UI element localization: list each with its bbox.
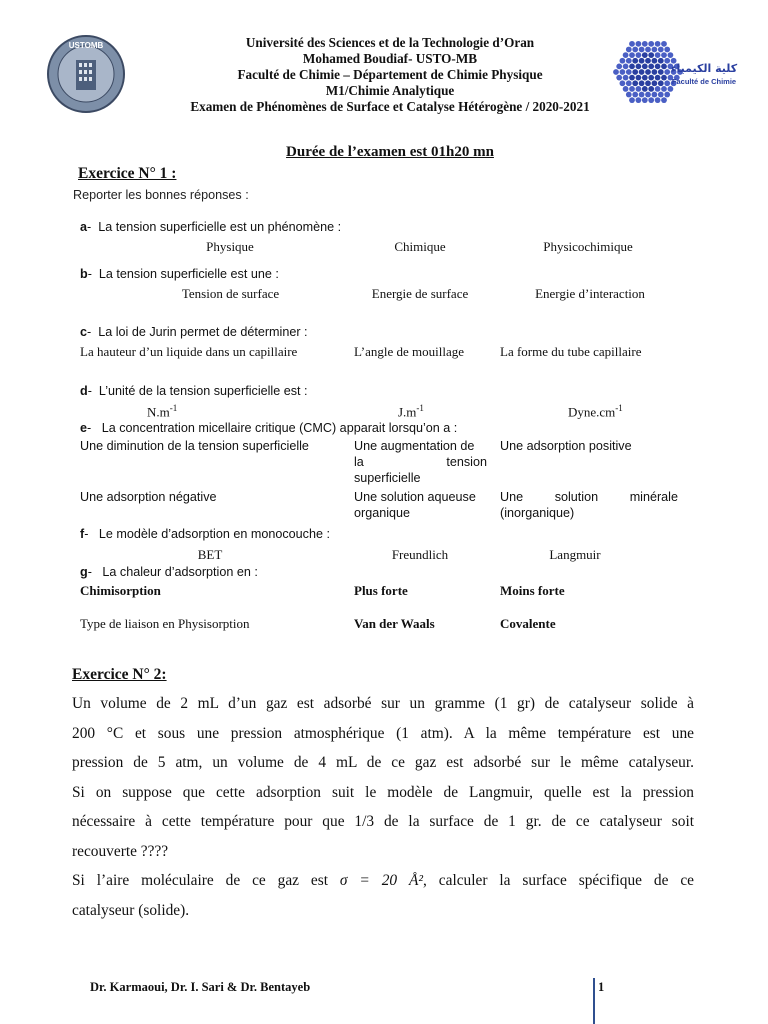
exercise-2-body [72, 689, 694, 925]
logo-sphere [652, 58, 658, 64]
exercise-2-line: catalyseur (solide). [72, 901, 190, 919]
exercise-2-line: Si on suppose que cette adsorption suit le modèle de Langmuir, quelle est la pression [72, 783, 694, 801]
exercise-2-title: Exercice N° 2: [72, 666, 167, 683]
logo-sphere [632, 92, 638, 98]
option-b-1: Tension de surface [181, 286, 280, 301]
logo-sphere [636, 63, 642, 69]
question-b-letter: b [80, 267, 88, 281]
logo-sphere [645, 80, 651, 86]
question-f-text: Le modèle d’adsorption en monocouche : [98, 527, 330, 541]
logo-sphere [661, 86, 667, 92]
logo-sphere [632, 58, 638, 64]
logo-sphere [645, 58, 651, 64]
option-d-2 [398, 400, 424, 420]
logo-sphere [648, 52, 654, 58]
logo-sphere [668, 52, 674, 58]
logo-sphere [655, 75, 661, 81]
logo-sphere [658, 58, 664, 64]
question-f: f- Le modèle d’adsorption en monocouche : [80, 527, 330, 541]
logo-sphere [636, 41, 642, 47]
option-d-3-base: Dyne.cm [568, 404, 616, 420]
question-c: c- La loi de Jurin permet de déterminer : [80, 325, 308, 339]
header-university: Université des Sciences et de la Technologie d’Oran [245, 35, 535, 50]
logo-sphere [632, 80, 638, 86]
question-b-text: La tension superficielle est une : [98, 267, 279, 281]
option-e-6 [500, 489, 678, 521]
logo-sphere [661, 97, 667, 103]
logo-sphere [661, 52, 667, 58]
logo-sphere [664, 92, 670, 98]
option-e-2-line-3: superficielle [354, 471, 421, 485]
option-a-3: Physicochimique [543, 239, 633, 254]
question-g-text: La chaleur d’adsorption en : [102, 565, 258, 579]
logo-sphere [652, 47, 658, 53]
logo-sphere [639, 58, 645, 64]
exercise-2-line: 200 °C et sous une pression atmosphérique (1 atm). A la même température est une [72, 724, 694, 742]
logo-sphere [639, 92, 645, 98]
header-block [150, 35, 630, 115]
option-d-3 [568, 400, 623, 420]
option-g-5: Van der Waals [354, 616, 435, 631]
exercise-2-line: nécessaire à cette température pour que 1/3 de la surface de 1 gr. de ce catalyseur soit [72, 813, 694, 830]
question-g-letter: g [80, 565, 88, 579]
option-d-1-base: N.m [147, 404, 170, 420]
option-e-6-line-2: (inorganique) [500, 506, 575, 520]
logo-sphere [664, 80, 670, 86]
option-e-6-word-1: Une [500, 490, 524, 504]
logo-sphere [642, 63, 648, 69]
exercise-2-line-7 [72, 866, 694, 896]
option-a-1: Physique [206, 239, 254, 254]
question-a-letter: a [80, 220, 88, 234]
logo-sphere [648, 86, 654, 92]
logo-sphere [655, 63, 661, 69]
logo-sphere [648, 97, 654, 103]
option-g-3: Moins forte [500, 583, 565, 598]
question-c-letter: c [80, 325, 88, 339]
header-program: M1/Chimie Analytique [325, 83, 455, 98]
option-c-1: La hauteur d’un liquide dans un capillaire [80, 344, 298, 359]
logo-sphere [642, 86, 648, 92]
logo-sphere [645, 92, 651, 98]
logo-sphere [655, 52, 661, 58]
logo-sphere [648, 41, 654, 47]
logo-sphere [661, 63, 667, 69]
question-f-letter: f [80, 527, 85, 541]
option-f-1: BET [197, 547, 223, 562]
option-e-1: Une diminution de la tension superficielle [80, 439, 309, 453]
question-c-text: La loi de Jurin permet de déterminer : [98, 325, 308, 339]
option-e-6-word-2: solution [554, 490, 599, 504]
logo-sphere [642, 75, 648, 81]
logo-sphere [648, 75, 654, 81]
option-b-2: Energie de surface [371, 286, 469, 301]
logo-arabic-text: كلية الكيمياء [670, 62, 738, 75]
option-e-2-word-la: la [354, 455, 364, 469]
logo-sphere [648, 63, 654, 69]
option-e-6-line-1 [500, 489, 678, 505]
logo-sphere [655, 41, 661, 47]
option-d-1-exp: -1 [169, 403, 178, 413]
exercise-2-line-7-pre: Si l’aire moléculaire de ce gaz est [72, 872, 340, 889]
option-a-2: Chimique [394, 239, 446, 254]
option-g-2: Plus forte [354, 583, 408, 598]
option-d-1 [147, 400, 177, 420]
logo-sphere [664, 69, 670, 75]
logo-sphere [661, 41, 667, 47]
option-e-2-line-1: Une augmentation de [354, 439, 475, 453]
option-e-5-line-1: Une solution aqueuse [354, 490, 476, 504]
question-a-text: La tension superficielle est un phénomène : [98, 220, 342, 234]
exercise-1-intro: Reporter les bonnes réponses : [73, 188, 249, 202]
logo-sphere [658, 69, 664, 75]
option-f-2: Freundlich [391, 547, 449, 562]
option-e-5-line-2: organique [354, 506, 411, 520]
logo-sphere [664, 47, 670, 53]
logo-sphere [632, 47, 638, 53]
exercise-2-line-7-post: , calculer la surface spécifique de ce [423, 872, 694, 889]
logo-sphere [636, 86, 642, 92]
logo-sphere [639, 47, 645, 53]
question-b: b- La tension superficielle est une : [80, 267, 279, 281]
logo-sphere [664, 58, 670, 64]
header-faculty: Faculté de Chimie – Département de Chimie Physique [237, 67, 543, 82]
footer-authors: Dr. Karmaoui, Dr. I. Sari & Dr. Bentayeb [90, 980, 311, 994]
option-d-2-exp: -1 [416, 403, 424, 413]
page-number: 1 [598, 980, 605, 994]
logo-left-text: USTOMB [68, 41, 104, 50]
exercise-2-line: pression de 5 atm, un volume de 4 mL de ce gaz est adsorbé sur le même catalyseur. [72, 754, 694, 771]
logo-sphere [645, 69, 651, 75]
logo-french-text: Faculté de Chimie [671, 77, 737, 86]
logo-sphere [652, 80, 658, 86]
logo-sphere [642, 41, 648, 47]
logo-sphere [636, 97, 642, 103]
option-g-4: Type de liaison en Physisorption [80, 616, 250, 631]
question-e-text: La concentration micellaire critique (CMC) apparait lorsqu’on a : [101, 421, 458, 435]
option-d-2-base: J.m [398, 404, 417, 420]
option-f-3: Langmuir [549, 547, 601, 562]
university-logo [46, 34, 126, 114]
logo-sphere [668, 86, 674, 92]
option-e-2-word-tension: tension [446, 455, 487, 469]
option-e-4: Une adsorption négative [80, 490, 217, 504]
logo-sphere [636, 52, 642, 58]
question-e-letter: e [80, 421, 88, 435]
question-d: d- L’unité de la tension superficielle est : [80, 384, 308, 398]
logo-sphere [655, 86, 661, 92]
logo-sphere [652, 69, 658, 75]
option-e-2-line-2 [354, 454, 487, 470]
logo-sphere [652, 92, 658, 98]
question-d-text: L’unité de la tension superficielle est : [98, 384, 308, 398]
logo-sphere [658, 47, 664, 53]
option-d-3-exp: -1 [615, 403, 623, 413]
logo-sphere [655, 97, 661, 103]
logo-sphere [636, 75, 642, 81]
logo-sphere [645, 47, 651, 53]
header-university-name: Mohamed Boudiaf- USTO-MB [302, 51, 478, 66]
option-e-6-word-3: minérale [629, 490, 678, 504]
option-e-5 [354, 489, 489, 521]
option-e-2 [354, 438, 487, 486]
option-c-3: La forme du tube capillaire [500, 344, 642, 359]
header-exam: Examen de Phénomènes de Surface et Catalyse Hétérogène / 2020-2021 [190, 99, 590, 114]
logo-sphere [639, 69, 645, 75]
exercise-1-title: Exercice N° 1 : [78, 165, 177, 182]
logo-sphere [639, 80, 645, 86]
logo-sphere [642, 97, 648, 103]
option-b-3: Energie d’interaction [535, 286, 645, 301]
logo-sphere [632, 69, 638, 75]
exercise-2-line: recouverte ???? [72, 842, 169, 860]
option-g-1: Chimisorption [80, 583, 161, 598]
option-e-3: Une adsorption positive [500, 439, 632, 453]
question-g: g- La chaleur d’adsorption en : [80, 565, 258, 579]
question-e: e- La concentration micellaire critique (CMC) apparait lorsqu’on a : [80, 421, 458, 435]
question-d-letter: d [80, 384, 88, 398]
logo-sphere [642, 52, 648, 58]
logo-sphere [658, 80, 664, 86]
logo-sphere [658, 92, 664, 98]
option-g-6: Covalente [500, 616, 556, 631]
logo-sphere [661, 75, 667, 81]
exam-duration: Durée de l’examen est 01h20 mn [286, 144, 494, 160]
question-a: a- La tension superficielle est un phénomène : [80, 220, 342, 234]
exercise-2-line: Un volume de 2 mL d’un gaz est adsorbé sur un gramme (1 gr) de catalyseur solide à [72, 695, 694, 712]
option-c-2: L’angle de mouillage [354, 344, 464, 359]
sigma-formula: σ = 20 Å² [339, 872, 424, 889]
footer-divider [593, 978, 595, 1024]
